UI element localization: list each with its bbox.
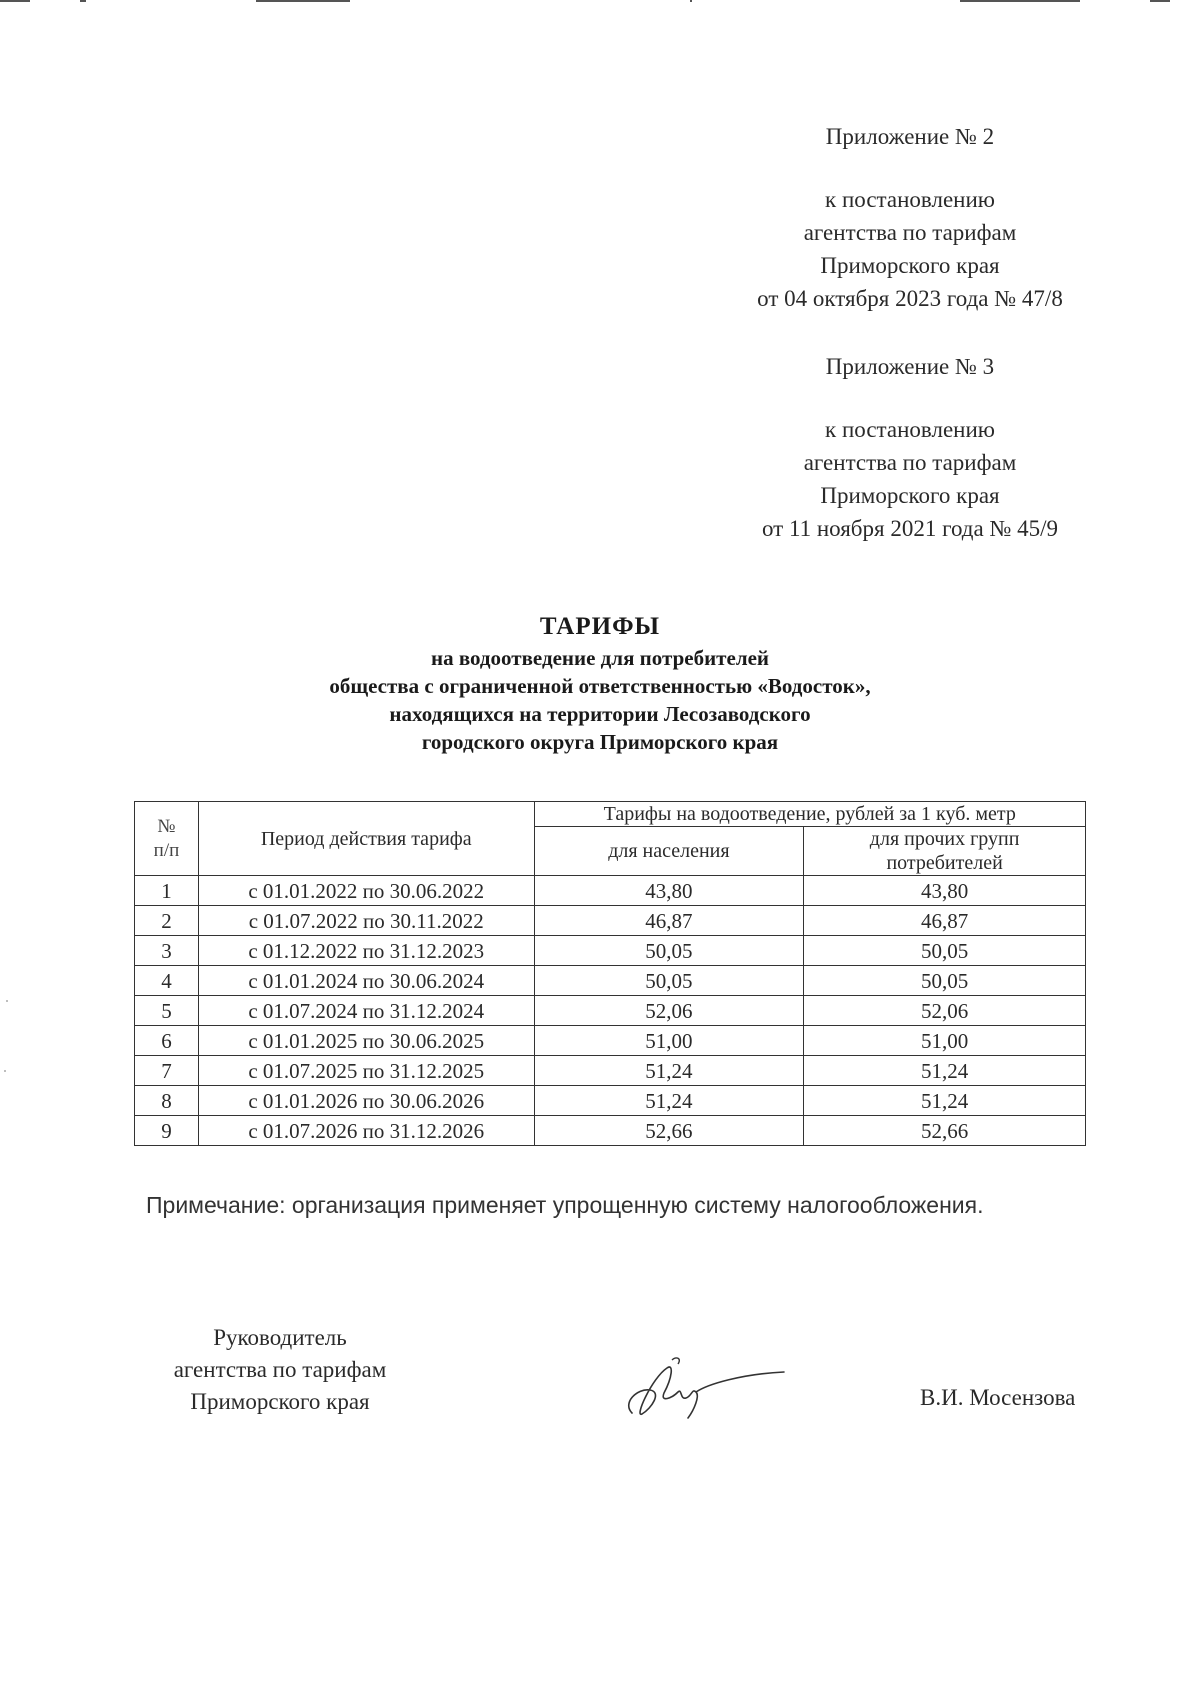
cell-other-tariff: 46,87	[804, 906, 1086, 936]
cell-number: 6	[135, 1026, 199, 1056]
cell-other-tariff: 43,80	[804, 876, 1086, 906]
cell-other-tariff: 51,24	[804, 1056, 1086, 1086]
signer-name: В.И. Мосензова	[920, 1385, 1076, 1410]
cell-number: 7	[135, 1056, 199, 1086]
annex-title: Приложение № 3	[825, 354, 995, 379]
scan-speck	[4, 1070, 6, 1072]
annex-2-reference	[700, 120, 1120, 315]
cell-number: 5	[135, 996, 199, 1026]
heading-title: ТАРИФЫ	[539, 613, 661, 640]
cell-population-tariff: 43,80	[534, 876, 804, 906]
column-header-tariff-group: Тарифы на водоотведение, рублей за 1 куб. метр	[534, 802, 1085, 827]
tariff-table	[134, 801, 1086, 1146]
cell-population-tariff: 50,05	[534, 936, 804, 966]
signer-line: Руководитель	[213, 1325, 347, 1350]
cell-other-tariff: 50,05	[804, 936, 1086, 966]
signer-position	[140, 1322, 420, 1418]
column-header-population: для населения	[534, 827, 804, 876]
signer-line: Приморского края	[190, 1389, 370, 1414]
cell-period: с 01.07.2024 по 31.12.2024	[198, 996, 534, 1026]
scan-speck	[6, 1000, 8, 1002]
table-row	[135, 1116, 1086, 1146]
cell-population-tariff: 50,05	[534, 966, 804, 996]
column-header-number: № п/п	[135, 802, 199, 876]
annex-3-reference	[700, 350, 1120, 545]
cell-population-tariff: 51,00	[534, 1026, 804, 1056]
cell-population-tariff: 52,06	[534, 996, 804, 1026]
table-row	[135, 906, 1086, 936]
table-row	[135, 1026, 1086, 1056]
cell-period: с 01.07.2022 по 30.11.2022	[198, 906, 534, 936]
heading-line: общества с ограниченной ответственностью «Водосток»,	[329, 674, 871, 698]
cell-other-tariff: 51,24	[804, 1086, 1086, 1116]
cell-period: с 01.07.2025 по 31.12.2025	[198, 1056, 534, 1086]
cell-other-tariff: 52,06	[804, 996, 1086, 1026]
annex-line: к постановлению	[825, 417, 995, 442]
cell-period: с 01.01.2022 по 30.06.2022	[198, 876, 534, 906]
scan-edge-marks	[0, 0, 1200, 6]
cell-other-tariff: 52,66	[804, 1116, 1086, 1146]
cell-number: 1	[135, 876, 199, 906]
cell-period: с 01.07.2026 по 31.12.2026	[198, 1116, 534, 1146]
table-row	[135, 936, 1086, 966]
cell-number: 4	[135, 966, 199, 996]
cell-number: 9	[135, 1116, 199, 1146]
cell-period: с 01.01.2025 по 30.06.2025	[198, 1026, 534, 1056]
cell-other-tariff: 51,00	[804, 1026, 1086, 1056]
cell-population-tariff: 51,24	[534, 1086, 804, 1116]
heading-line: на водоотведение для потребителей	[430, 646, 770, 670]
table-row	[135, 876, 1086, 906]
cell-period: с 01.01.2026 по 30.06.2026	[198, 1086, 534, 1116]
annex-line: к постановлению	[825, 187, 995, 212]
cell-number: 8	[135, 1086, 199, 1116]
cell-other-tariff: 50,05	[804, 966, 1086, 996]
annex-line: агентства по тарифам	[803, 220, 1017, 245]
annex-title: Приложение № 2	[825, 124, 995, 149]
table-row	[135, 996, 1086, 1026]
signer-line: агентства по тарифам	[173, 1357, 387, 1382]
annex-line: от 11 ноября 2021 года № 45/9	[761, 516, 1059, 541]
annex-line: Приморского края	[820, 483, 1000, 508]
heading-line: находящихся на территории Лесозаводского	[389, 702, 811, 726]
cell-population-tariff: 52,66	[534, 1116, 804, 1146]
heading-line: городского округа Приморского края	[421, 730, 779, 754]
cell-number: 3	[135, 936, 199, 966]
tax-note: Примечание: организация применяет упрощенную систему налогообложения.	[146, 1192, 984, 1218]
column-header-other-consumers: для прочих групп потребителей	[804, 827, 1086, 876]
handwritten-signature	[612, 1348, 792, 1428]
cell-number: 2	[135, 906, 199, 936]
document-heading	[100, 610, 1100, 756]
annex-line: Приморского края	[820, 253, 1000, 278]
column-header-period: Период действия тарифа	[198, 802, 534, 876]
annex-line: агентства по тарифам	[803, 450, 1017, 475]
table-row	[135, 1086, 1086, 1116]
cell-population-tariff: 51,24	[534, 1056, 804, 1086]
table-row	[135, 1056, 1086, 1086]
table-row	[135, 966, 1086, 996]
cell-period: с 01.12.2022 по 31.12.2023	[198, 936, 534, 966]
annex-line: от 04 октября 2023 года № 47/8	[757, 286, 1063, 311]
cell-period: с 01.01.2024 по 30.06.2024	[198, 966, 534, 996]
cell-population-tariff: 46,87	[534, 906, 804, 936]
